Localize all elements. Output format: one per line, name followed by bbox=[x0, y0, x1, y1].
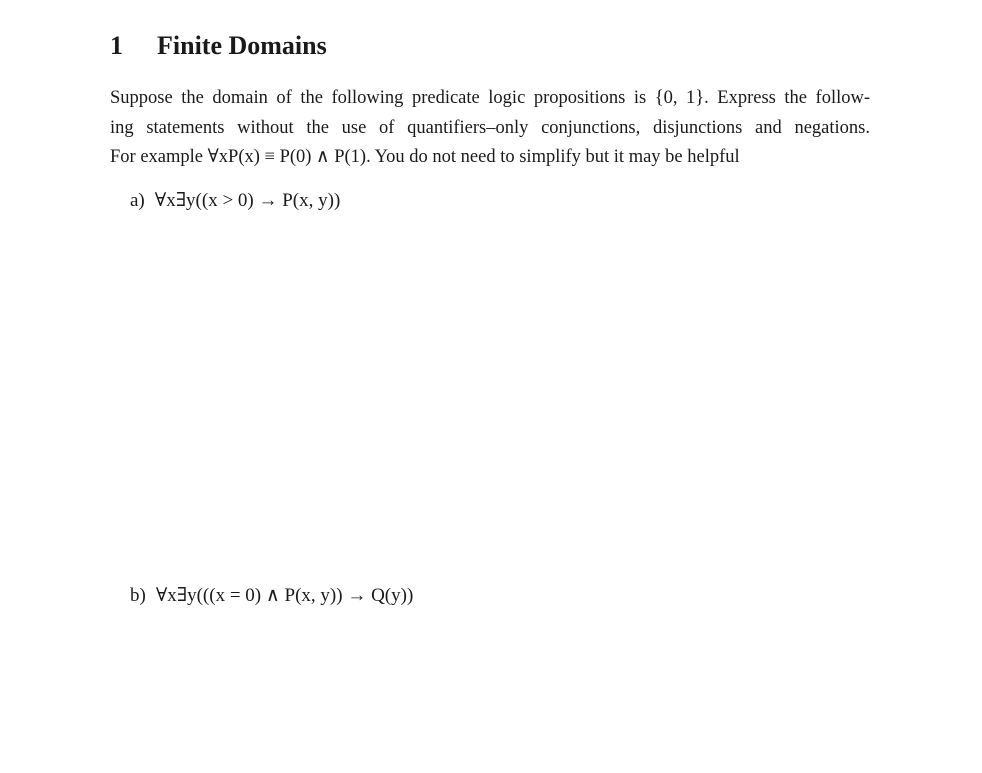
intro-paragraph bbox=[110, 84, 870, 173]
section-number: 1 bbox=[110, 31, 123, 60]
problem-b bbox=[130, 583, 413, 609]
answer-space-b bbox=[110, 615, 870, 765]
intro-line-1: Suppose the domain of the following predicate logic propositions is {0, 1}. Express the follow- bbox=[110, 88, 870, 108]
section-heading bbox=[110, 30, 327, 62]
section-title: Finite Domains bbox=[157, 31, 327, 60]
problem-b-formula: ∀x∃y(((x = 0) ∧ P(x, y)) → Q(y)) bbox=[155, 585, 414, 606]
intro-line-2: ing statements without the use of quantifiers–only conjunctions, disjunctions and negations. bbox=[110, 117, 870, 138]
answer-space-a bbox=[110, 220, 870, 570]
problem-b-label: b) bbox=[130, 585, 146, 606]
problem-a bbox=[130, 188, 340, 214]
problem-a-formula: ∀x∃y((x > 0) → P(x, y)) bbox=[154, 190, 341, 211]
intro-line-3: For example ∀xP(x) ≡ P(0) ∧ P(1). You do not need to simplify but it may be helpful bbox=[110, 147, 740, 167]
problem-a-label: a) bbox=[130, 190, 145, 211]
